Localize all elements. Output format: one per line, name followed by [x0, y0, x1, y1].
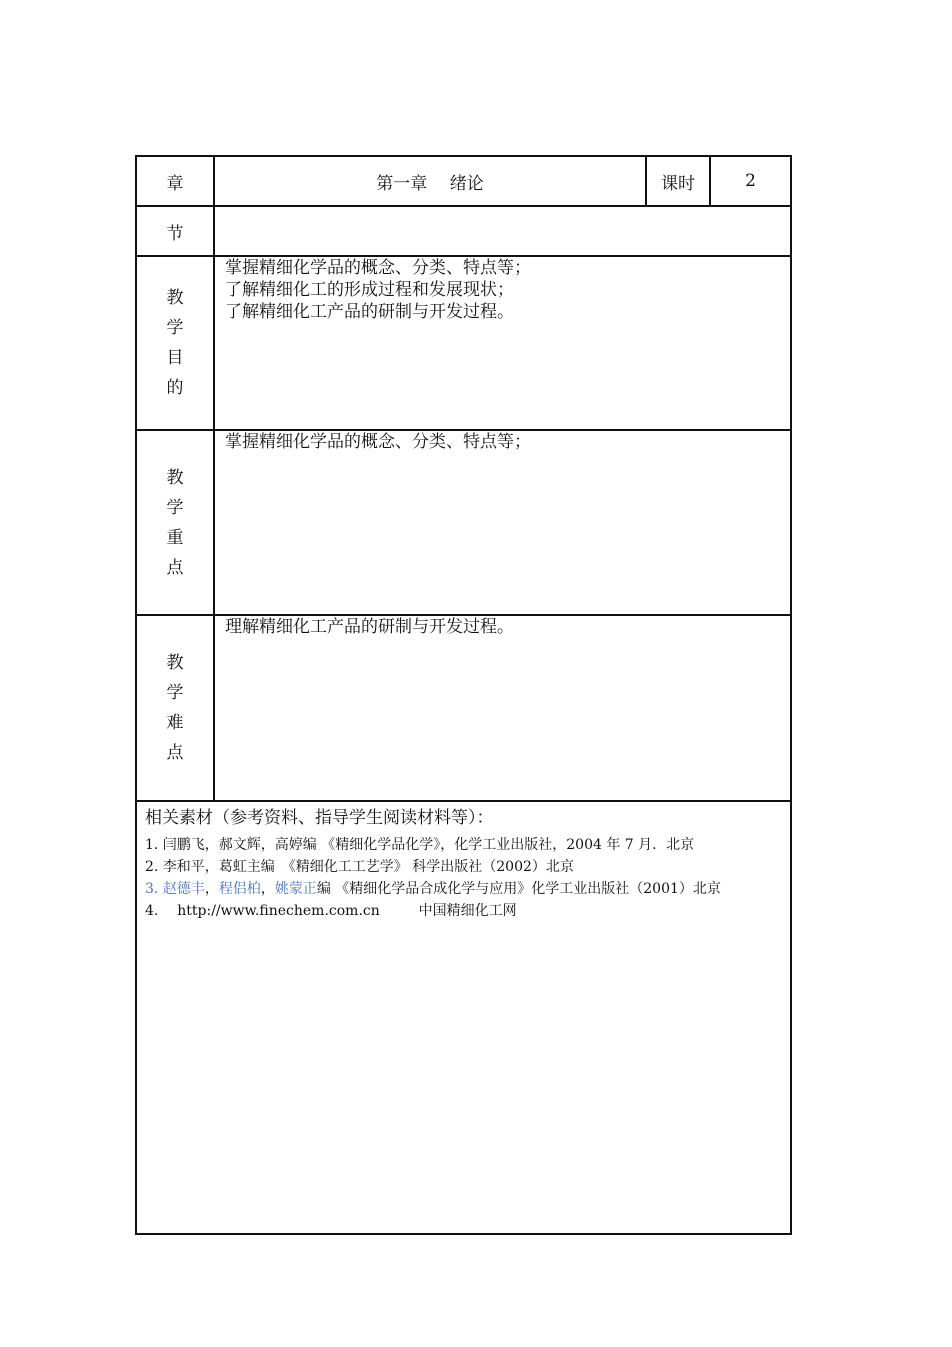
lesson-plan-table [135, 155, 792, 1235]
reference-author[interactable]: 赵德丰 [162, 881, 205, 897]
reference-item: 1. 闫鹏飞，郝文辉，高婷编 《精细化学品化学》，化学工业出版社，2004 年 7 月．北京 [145, 837, 695, 853]
hours-value: 2 [710, 156, 791, 206]
objective-line: 掌握精细化学品的概念、分类、特点等； [225, 258, 531, 278]
chapter-title: 第一章 绪论 [214, 156, 646, 206]
difficulties-row [136, 615, 791, 801]
reference-item [145, 900, 788, 922]
objectives-content [214, 256, 791, 430]
reference-rest: 编 《精细化学品合成化学与应用》化学工业出版社（2001）北京 [316, 881, 721, 897]
author-separator: ， [204, 881, 219, 897]
materials-row [136, 801, 791, 1234]
materials-title: 相关素材（参考资料、指导学生阅读材料等）： [145, 808, 494, 828]
reference-number: 4. [145, 903, 159, 919]
chapter-row [136, 156, 791, 206]
key-points-content [214, 430, 791, 615]
reference-item [145, 878, 788, 900]
hours-label: 课时 [646, 156, 710, 206]
author-separator: ， [260, 881, 275, 897]
difficulties-label: 教 学 难 点 [136, 615, 214, 801]
key-point-line: 掌握精细化学品的概念、分类、特点等； [225, 432, 531, 452]
objective-line: 了解精细化工产品的研制与开发过程。 [225, 302, 514, 322]
objectives-row [136, 256, 791, 430]
objectives-label: 教 学 目 的 [136, 256, 214, 430]
reference-url[interactable]: http://www.finechem.com.cn [177, 903, 380, 919]
section-row [136, 206, 791, 256]
reference-item: 2. 李和平，葛虹主编 《精细化工工艺学》 科学出版社（2002）北京 [145, 859, 574, 875]
objective-line: 了解精细化工的形成过程和发展现状； [225, 280, 514, 300]
reference-author[interactable]: 姚蒙正 [274, 881, 317, 897]
difficulty-line: 理解精细化工产品的研制与开发过程。 [225, 617, 514, 637]
key-points-label: 教 学 重 点 [136, 430, 214, 615]
section-label: 节 [136, 206, 214, 256]
materials-content [136, 801, 791, 1234]
reference-site-name: 中国精细化工网 [418, 903, 517, 919]
reference-author[interactable]: 程侣柏 [218, 881, 261, 897]
reference-number: 3. [145, 881, 159, 897]
chapter-label: 章 [136, 156, 214, 206]
key-points-row [136, 430, 791, 615]
difficulties-content [214, 615, 791, 801]
section-value [214, 206, 791, 256]
